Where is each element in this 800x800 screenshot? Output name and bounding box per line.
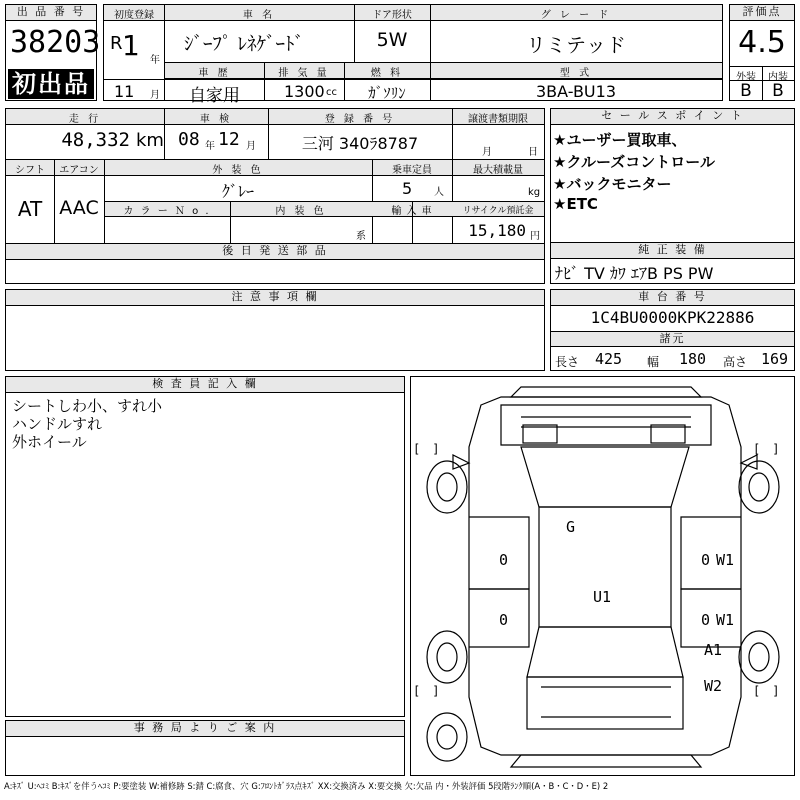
score: 4.5 — [738, 25, 786, 60]
headlight-left — [523, 425, 557, 443]
front-left-tire — [427, 461, 467, 513]
inspector-label: 検 査 員 記 入 欄 — [6, 377, 404, 393]
mileage: 48,332 — [61, 129, 130, 151]
bracket-left-1: [ ] — [413, 442, 440, 456]
rear-left-tire — [427, 631, 467, 683]
left-mirror — [453, 455, 469, 469]
plate-label: 登 録 番 号 — [324, 114, 396, 125]
history: 自家用 — [189, 86, 240, 106]
ac-label: エアコン — [59, 165, 99, 176]
equipment-value: ﾅﾋﾞ TV ｶﾜ ｴｱB PS PW — [555, 264, 714, 283]
notes-box — [5, 289, 545, 371]
equipment-box — [550, 242, 795, 284]
score-box — [729, 4, 795, 101]
lot-number: 38203 — [10, 25, 101, 60]
first-reg-era: R — [110, 33, 123, 54]
length: 425 — [595, 350, 623, 368]
height-label: 高さ — [723, 355, 748, 369]
roof — [539, 507, 671, 627]
mark-zero-4: 0 — [701, 611, 711, 629]
selling-point-1: ★ユーザー買取車、 — [553, 131, 687, 149]
rear-bumper — [511, 755, 701, 767]
mark-g: G — [566, 518, 576, 536]
shift: AT — [17, 197, 43, 221]
chassis-number: 1C4BU0000KPK22886 — [590, 308, 755, 327]
rear-hatch — [527, 677, 683, 729]
dims-label: 諸元 — [551, 332, 794, 347]
notes-label: 注 意 事 項 欄 — [6, 290, 544, 306]
inspector-line-1: シートしわ小、すれ小 — [12, 397, 163, 415]
fuel: ｶﾞｿﾘﾝ — [368, 84, 406, 102]
selling-points-box — [550, 108, 795, 243]
car-diagram — [411, 377, 794, 775]
transfer-label: 譲渡書類期限 — [468, 114, 528, 125]
fuel-label: 燃 料 — [370, 68, 404, 79]
front-bumper — [511, 387, 701, 397]
displacement-label: 排 気 量 — [278, 68, 330, 79]
doors-label: ドア形状 — [372, 10, 412, 21]
first-reg-month: 11 — [114, 82, 135, 101]
car-diagram-box — [410, 376, 795, 776]
headlight-right — [651, 425, 685, 443]
width-label: 幅 — [647, 355, 660, 369]
int-color-unit: 系 — [356, 231, 366, 242]
inspector-line-2: ハンドルすれ — [12, 415, 103, 433]
recycle-unit: 円 — [530, 231, 540, 242]
rear-right-tire — [739, 631, 779, 683]
first-reg-label: 初度登録 — [114, 10, 154, 21]
transfer-day-unit: 日 — [528, 147, 538, 158]
bracket-left-2: [ ] — [413, 684, 440, 698]
capacity: 5 — [402, 179, 413, 198]
mark-u1: U1 — [593, 588, 612, 606]
later-parts-label: 後 日 発 送 部 品 — [6, 244, 544, 260]
selling-point-2: ★クルーズコントロール — [553, 153, 715, 171]
details-box — [5, 108, 545, 284]
capacity-label: 乗車定員 — [392, 165, 432, 176]
score-label: 評価点 — [730, 5, 794, 21]
model: 3BA-BU13 — [536, 82, 616, 101]
transfer-month-unit: 月 — [482, 147, 492, 158]
grade-label: グ レ ー ド — [540, 10, 612, 21]
recycle: 15,180 — [468, 221, 526, 240]
ext-color-label: 外 装 色 — [212, 165, 264, 176]
car-name: ｼﾞｰﾌﾟ ﾚﾈｹﾞｰﾄﾞ — [184, 33, 305, 55]
plate: 三河 340ﾗ8787 — [301, 134, 419, 153]
model-label: 型 式 — [559, 68, 593, 79]
year-unit: 年 — [150, 55, 160, 66]
chassis-box — [550, 289, 795, 371]
office-box — [5, 720, 405, 776]
selling-point-3: ★バックモニター — [553, 175, 672, 193]
ac: AAC — [59, 197, 99, 219]
mark-a1: A1 — [704, 641, 723, 659]
office-label: 事 務 局 よ り ご 案 内 — [6, 721, 404, 737]
color-no-label: カ ラ ー Ｎ o . — [123, 206, 211, 217]
doors: 5W — [376, 29, 408, 51]
legend-text: A:ｷｽﾞ U:ﾍｺﾐ B:ｷｽﾞを伴うﾍｺﾐ P:要塗装 W:補修跡 S:錆 C:腐食、穴 G:ﾌﾛﾝﾄｶﾞﾗｽ点ｷｽﾞ XX:交換済み X:要交換 欠:欠品 内・外装評価 5段階ﾗﾝｸ順(A・B・C・D・E) 2 — [4, 781, 609, 791]
month-unit: 月 — [150, 90, 160, 101]
first-listing-badge: 初出品 — [8, 69, 94, 99]
int-color-label: 内 装 色 — [275, 206, 327, 217]
height: 169 — [761, 350, 789, 368]
ext-color: ｸﾞﾚｰ — [221, 182, 254, 201]
bracket-right-2: [ ] — [753, 684, 780, 698]
vehicle-header-box — [103, 4, 723, 106]
inspection-year: 08 — [178, 129, 200, 150]
rear-window — [527, 627, 683, 677]
mark-zero-2: 0 — [701, 551, 711, 569]
first-reg-year: 1 — [122, 29, 140, 62]
recycle-label: リサイクル預託金 — [462, 206, 534, 216]
inspector-box — [5, 376, 405, 717]
interior-score-label: 内装 — [768, 72, 788, 83]
interior-score: B — [772, 81, 784, 101]
exterior-score-label: 外装 — [736, 72, 756, 83]
mark-w2: W2 — [704, 677, 723, 695]
grade: リミテッド — [526, 33, 626, 57]
inspection-month: 12 — [218, 129, 240, 150]
equipment-label: 純 正 装 備 — [551, 243, 794, 259]
spare-tire — [427, 713, 467, 761]
history-label: 車 歴 — [198, 68, 231, 79]
inspection-year-unit: 年 — [205, 141, 215, 152]
lot-number-box — [5, 4, 101, 101]
length-label: 長さ — [555, 355, 580, 369]
shift-label: シフト — [15, 165, 45, 176]
max-load-label: 最大積載量 — [473, 165, 523, 176]
lot-number-label: 出 品 番 号 — [6, 5, 96, 21]
windshield — [521, 447, 689, 507]
displacement: 1300 — [284, 82, 325, 101]
import-label: 輸 入 車 — [391, 206, 433, 217]
mileage-unit: km — [136, 130, 164, 151]
mark-w1-rear: W1 — [716, 611, 735, 629]
car-body-outline — [469, 397, 741, 755]
capacity-unit: 人 — [434, 187, 444, 198]
mark-w1-front: W1 — [716, 551, 735, 569]
inspector-line-3: 外ホイール — [12, 433, 87, 451]
inspection-month-unit: 月 — [246, 141, 256, 152]
inspection-label: 車 検 — [199, 114, 233, 125]
selling-points-label: セ ー ル ス ポ イ ン ト — [551, 109, 794, 125]
max-load-unit: kg — [528, 187, 541, 198]
mark-zero-3: 0 — [499, 611, 509, 629]
chassis-label: 車 台 番 号 — [551, 290, 794, 306]
mark-zero-1: 0 — [499, 551, 509, 569]
car-name-label: 車 名 — [242, 10, 276, 21]
exterior-score: B — [740, 81, 752, 101]
front-right-tire — [739, 461, 779, 513]
bracket-right-1: [ ] — [753, 442, 780, 456]
displacement-unit: cc — [326, 87, 337, 98]
width: 180 — [679, 350, 707, 368]
selling-point-4: ★ETC — [553, 195, 598, 213]
mileage-label: 走 行 — [68, 114, 102, 125]
